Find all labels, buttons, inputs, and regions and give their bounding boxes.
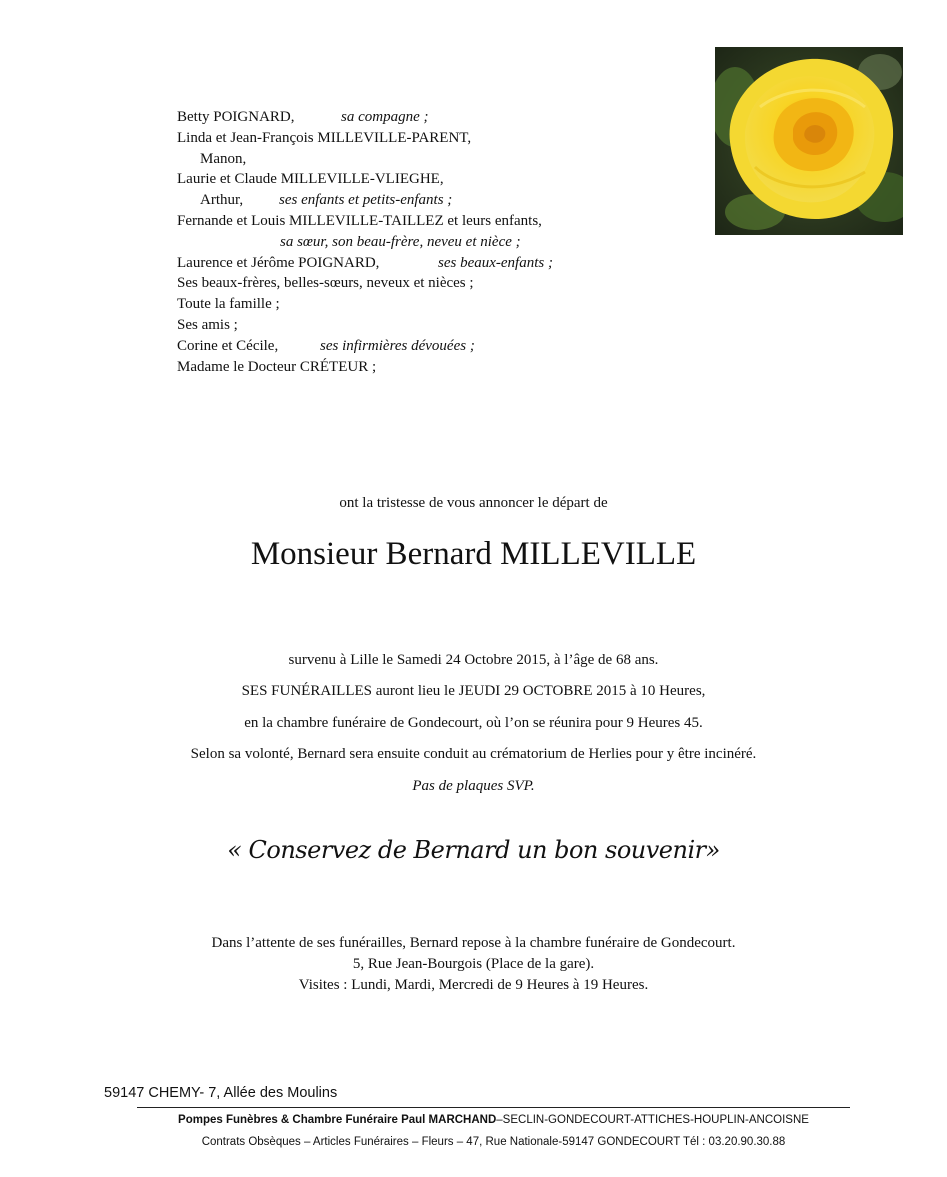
rose-illustration (715, 47, 903, 235)
family-member-line (177, 169, 553, 190)
death-line: survenu à Lille le Samedi 24 Octobre 2015, à l’âge de 68 ans. (288, 652, 659, 668)
family-member-name: Laurie et Claude MILLEVILLE-VLIEGHE, (177, 171, 444, 188)
family-member-name: Betty POIGNARD, (177, 109, 295, 125)
family-relation: ses enfants et petits-enfants ; (279, 192, 453, 209)
memorial-quote: « Conservez de Bernard un bon souvenir» (227, 836, 720, 864)
family-member-name: Madame le Docteur CRÉTEUR ; (177, 358, 377, 375)
family-member-line (177, 211, 553, 232)
family-member-line (177, 294, 553, 315)
family-relation: sa sœur, son beau-frère, neveu et nièce ; (280, 233, 521, 250)
funeral-home-contact: Contrats Obsèques – Articles Funéraires – Fleurs – 47, Rue Nationale-59147 GONDECOURT Tél : 03.20.90.30.88 (201, 1136, 786, 1148)
family-member-name: Linda et Jean-François MILLEVILLE-PARENT, (177, 129, 472, 146)
funeral-line: SES FUNÉRAILLES auront lieu le JEUDI 29 OCTOBRE 2015 à 10 Heures, (241, 683, 706, 700)
announcement-intro: ont la tristesse de vous annoncer le départ de (339, 495, 608, 511)
family-member-line (177, 357, 553, 378)
family-member-name: Ses beaux-frères, belles-sœurs, neveux et nièces ; (177, 275, 474, 292)
funeral-details (0, 650, 947, 807)
family-member-name: Toute la famille ; (177, 296, 280, 313)
family-member-line (177, 315, 553, 336)
funeral-home-line (137, 1114, 850, 1126)
visitation-line-1: Dans l’attente de ses funérailles, Bernard repose à la chambre funéraire de Gondecourt. (211, 935, 736, 951)
family-member-line (177, 253, 553, 274)
family-member-name: Corine et Cécile, (177, 337, 279, 354)
funeral-home-towns: –SECLIN-GONDECOURT-ATTICHES-HOUPLIN-ANCOISNE (496, 1114, 809, 1126)
family-member-line (177, 128, 553, 149)
family-address: 59147 CHEMY- 7, Allée des Moulins (104, 1085, 338, 1101)
funeral-home-name: Pompes Funèbres & Chambre Funéraire Paul MARCHAND (178, 1114, 497, 1126)
family-member-name: Ses amis ; (177, 316, 238, 333)
family-member-name: Laurence et Jérôme POIGNARD, (177, 254, 380, 271)
yellow-rose-photo (715, 47, 903, 235)
family-member-name: Manon, (200, 150, 247, 167)
family-member-line (177, 190, 553, 211)
deceased-name: Monsieur Bernard MILLEVILLE (250, 536, 697, 572)
family-member-line (177, 232, 553, 253)
family-member-line (177, 149, 553, 170)
gathering-line: en la chambre funéraire de Gondecourt, où l’on se réunira pour 9 Heures 45. (244, 714, 703, 731)
footer-divider (137, 1107, 850, 1108)
family-member-name: Fernande et Louis MILLEVILLE-TAILLEZ et leurs enfants, (177, 212, 542, 229)
family-relation: ses infirmières dévouées ; (320, 337, 475, 354)
family-member-name: Arthur, (200, 192, 244, 209)
visitation-line-3: Visites : Lundi, Mardi, Mercredi de 9 Heures à 19 Heures. (298, 977, 649, 993)
family-relation: sa compagne ; (341, 109, 429, 125)
family-list (177, 107, 553, 377)
no-plaques-note: Pas de plaques SVP. (412, 777, 535, 794)
visitation-info (0, 933, 947, 996)
family-member-line (177, 107, 553, 128)
family-member-line (177, 273, 553, 294)
family-member-line (177, 336, 553, 357)
visitation-line-2: 5, Rue Jean-Bourgois (Place de la gare). (352, 956, 595, 972)
cremation-line: Selon sa volonté, Bernard sera ensuite conduit au crématorium de Herlies pour y être incinéré. (190, 746, 757, 763)
family-relation: ses beaux-enfants ; (438, 254, 553, 271)
